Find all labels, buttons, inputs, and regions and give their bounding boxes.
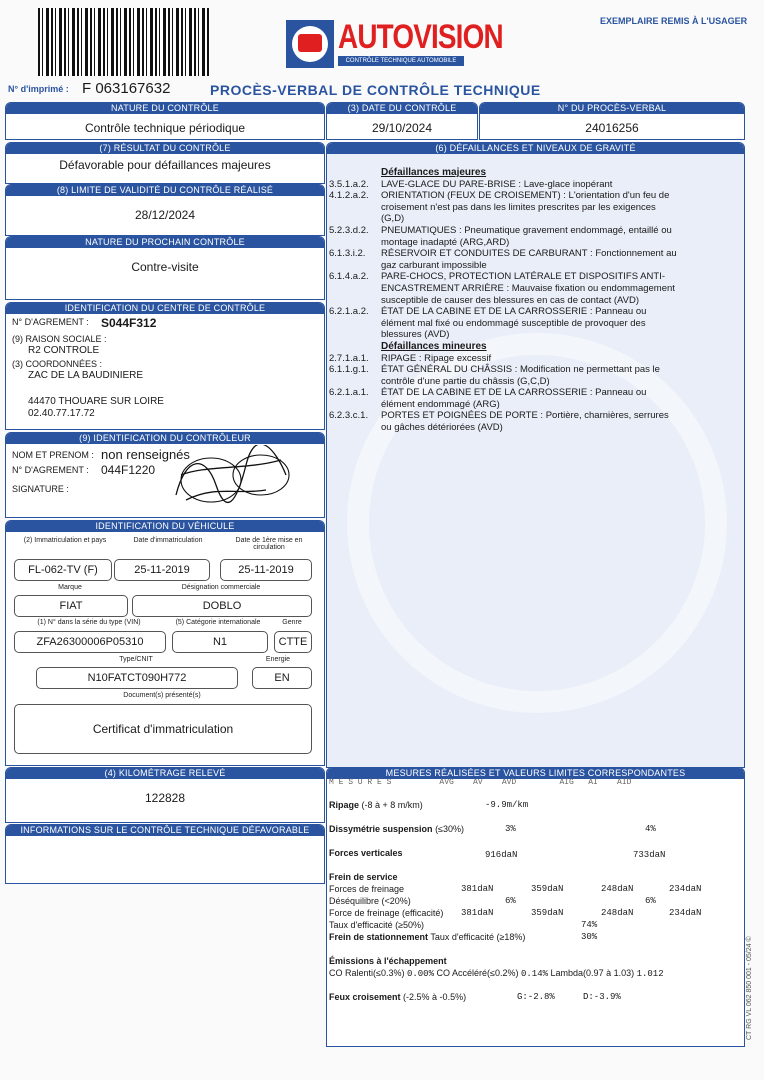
defect-text: PNEUMATIQUES : Pneumatique gravement endommagé, entaillé ou montage inadapté (ARG,ARD) — [381, 224, 672, 248]
defects-section-title: Défaillances mineures — [381, 340, 487, 352]
stat-limit: Taux d'efficacité (≥18%) — [430, 932, 526, 942]
defect-text: LAVE-GLACE DU PARE-BRISE : Lave-glace inopérant — [381, 178, 613, 190]
ff-label: Forces de freinage — [329, 884, 405, 894]
ff-avd: 359daN — [531, 884, 564, 894]
defect-item — [329, 306, 739, 341]
defect-item — [329, 353, 739, 365]
feux-label: Feux croisement — [329, 992, 401, 1002]
km-value: 122828 — [144, 791, 186, 805]
forces-av: 916daN — [485, 850, 518, 860]
center-rs-label: (9) RAISON SOCIALE : — [12, 334, 107, 344]
frein-title: Frein de service — [329, 872, 398, 882]
defect-code: 6.2.1.a.1. — [329, 387, 369, 399]
brand-sub: CONTRÔLE TECHNIQUE AUTOMOBILE — [338, 56, 464, 66]
result-header: (7) RÉSULTAT DU CONTRÔLE — [6, 143, 324, 154]
date-box — [326, 102, 478, 140]
vehicle-cat: N1 — [172, 631, 268, 653]
next-header: NATURE DU PROCHAIN CONTRÔLE — [6, 237, 324, 248]
stat-value: 30% — [581, 932, 598, 942]
center-header: IDENTIFICATION DU CENTRE DE CONTRÔLE — [6, 303, 324, 314]
vehicle-energie: EN — [252, 667, 312, 689]
vehicle-type-label: Type/CNIT — [119, 656, 153, 663]
pv-header: N° DU PROCÈS-VERBAL — [480, 103, 744, 114]
next-value: Contre-visite — [131, 260, 199, 274]
vehicle-docs: Certificat d'immatriculation — [14, 704, 312, 754]
co-ral: 0.00% — [406, 969, 434, 979]
km-box — [5, 767, 325, 823]
defect-text: ÉTAT GÉNÉRAL DU CHÂSSIS : Modification ne permettant pas le contrôle d'une partie du châssis (G,C,D) — [381, 364, 660, 387]
pv-box — [479, 102, 745, 140]
ripage-limit: (-8 à + 8 m/km) — [361, 800, 423, 810]
dissym-ar: 4% — [645, 824, 656, 834]
page-title: PROCÈS-VERBAL DE CONTRÔLE TECHNIQUE — [210, 82, 541, 98]
result-value: Défavorable pour défaillances majeures — [59, 158, 271, 172]
defect-item — [329, 271, 739, 306]
controller-agr-label: N° D'AGREMENT : — [12, 465, 89, 475]
vehicle-first: 25-11-2019 — [220, 559, 312, 581]
forces-ar: 733daN — [633, 850, 666, 860]
vehicle-design: DOBLO — [132, 595, 312, 617]
defect-item — [329, 190, 739, 225]
vehicle-date-label: Date d'immatriculation — [133, 537, 203, 544]
ff-avg: 381daN — [461, 884, 494, 894]
center-addr2: 44470 THOUARE SUR LOIRE — [28, 396, 164, 407]
nature-value: Contrôle technique périodique — [84, 121, 246, 135]
defect-code: 2.7.1.a.1. — [329, 352, 369, 364]
km-header: (4) KILOMÉTRAGE RELEVÉ — [6, 768, 324, 779]
controller-sig-label: SIGNATURE : — [12, 484, 69, 494]
measures-header: MESURES RÉALISÉES ET VALEURS LIMITES CORRESPONDANTES — [327, 768, 744, 779]
stat-row — [329, 932, 525, 942]
emis-row — [329, 968, 664, 979]
next-box — [5, 236, 325, 300]
measures-columns: M E S U R E S AVG AV AVD AIG AI AID — [329, 778, 632, 787]
ripage-label: Ripage — [329, 800, 360, 810]
vehicle-docs-label: Document(s) présenté(s) — [123, 692, 201, 699]
ff-aid: 234daN — [669, 884, 702, 894]
co-acc: 0.14% — [521, 969, 549, 979]
measures-box — [326, 767, 745, 1047]
brand-name: AUTOVISION — [338, 18, 503, 56]
vehicle-vin-label: (1) N° dans la série du type (VIN) — [37, 619, 141, 626]
feux-g: G:-2.8% — [517, 992, 555, 1002]
vehicle-date: 25-11-2019 — [114, 559, 210, 581]
ripage-value: -9.9m/km — [485, 800, 529, 810]
feux-d: D:-3.9% — [583, 992, 621, 1002]
defect-code: 6.2.1.a.2. — [329, 306, 369, 318]
stat-label: Frein de stationnement — [329, 932, 429, 942]
vehicle-genre: CTTE — [274, 631, 312, 653]
defects-header: (6) DÉFAILLANCES ET NIVEAUX DE GRAVITÉ — [327, 143, 744, 154]
vehicle-marque-label: Marque — [58, 584, 82, 591]
logo-emblem-icon — [286, 20, 334, 68]
validity-value: 28/12/2024 — [134, 208, 196, 222]
controller-agr: 044F1220 — [101, 463, 156, 477]
defect-code: 5.2.3.d.2. — [329, 224, 369, 236]
defect-text: PORTES ET POIGNÉES DE PORTE : Portière, charnières, serrures ou gâches détériorées (AVD) — [381, 410, 669, 434]
feux-limit: (-2.5% à -0.5%) — [403, 992, 467, 1002]
center-coord-label: (3) COORDONNÉES : — [12, 359, 103, 369]
dissym-row — [329, 824, 464, 834]
vehicle-cat-label: (5) Catégorie internationale — [175, 619, 261, 626]
center-rs: R2 CONTROLE — [28, 345, 100, 356]
dissym-limit: (≤30%) — [435, 824, 465, 834]
controller-name: non renseignés — [101, 447, 190, 462]
defect-code: 4.1.2.a.2. — [329, 190, 369, 202]
deseq-label: Déséquilibre (<20%) — [329, 896, 411, 906]
validity-box — [5, 184, 325, 236]
center-phone: 02.40.77.17.72 — [28, 408, 95, 419]
co-acc-label: CO Accéléré(≤0.2%) — [436, 968, 519, 978]
nature-box — [5, 102, 325, 140]
info-header: INFORMATIONS SUR LE CONTRÔLE TECHNIQUE DÉFAVORABLE — [6, 825, 324, 836]
defect-item — [329, 248, 739, 271]
validity-header: (8) LIMITE DE VALIDITÉ DU CONTRÔLE RÉALISÉ — [6, 185, 324, 196]
defect-item — [329, 364, 739, 387]
defect-code: 3.5.1.a.2. — [329, 178, 369, 190]
info-box — [5, 824, 325, 884]
center-addr1: ZAC DE LA BAUDINIERE — [28, 370, 144, 381]
vehicle-immat-label: (2) Immatriculation et pays — [23, 537, 107, 544]
ffe-aig: 248daN — [601, 908, 634, 918]
defect-item — [329, 179, 739, 191]
defect-item — [329, 387, 739, 410]
ffe-aid: 234daN — [669, 908, 702, 918]
printed-number: F 063167632 — [82, 80, 171, 97]
vehicle-vin: ZFA26300006P05310 — [14, 631, 166, 653]
vehicle-first-label: Date de 1ère mise en circulation — [235, 537, 303, 551]
defects-list — [329, 167, 739, 434]
defects-section-title: Défaillances majeures — [381, 167, 487, 178]
defect-text: RIPAGE : Ripage excessif — [381, 352, 492, 364]
center-agr: S044F312 — [101, 316, 157, 330]
result-box — [5, 142, 325, 184]
vehicle-immat: FL-062-TV (F) — [14, 559, 112, 581]
ripage-row — [329, 800, 423, 810]
ffe-avg: 381daN — [461, 908, 494, 918]
nature-header: NATURE DU CONTRÔLE — [6, 103, 324, 114]
vehicle-marque: FIAT — [14, 595, 128, 617]
taux-label: Taux d'efficacité (≥50%) — [329, 920, 425, 930]
center-box — [5, 302, 325, 430]
defect-item — [329, 225, 739, 248]
emis-title: Émissions à l'échappement — [329, 956, 447, 966]
vehicle-type: N10FATCT090H772 — [36, 667, 238, 689]
vehicle-design-label: Désignation commerciale — [181, 584, 261, 591]
defect-code: 6.1.1.g.1. — [329, 364, 369, 376]
ff-aig: 248daN — [601, 884, 634, 894]
defect-text: ORIENTATION (FEUX DE CROISEMENT) : L'orientation d'un feu de croisement n'est pas dans les limites prescrites par les exigences (G,D) — [381, 190, 670, 225]
copy-label: EXEMPLAIRE REMIS À L'USAGER — [600, 16, 748, 26]
vehicle-header: IDENTIFICATION DU VÉHICULE — [6, 521, 324, 532]
date-value: 29/10/2024 — [371, 121, 433, 135]
ffe-label: Force de freinage (efficacité) — [329, 908, 444, 918]
vehicle-genre-label: Genre — [282, 619, 302, 626]
controller-header: (9) IDENTIFICATION DU CONTRÔLEUR — [6, 433, 324, 444]
dissym-av: 3% — [505, 824, 516, 834]
dissym-label: Dissymétrie suspension — [329, 824, 433, 834]
ffe-avd: 359daN — [531, 908, 564, 918]
center-agr-label: N° D'AGREMENT : — [12, 317, 89, 327]
feux-row — [329, 992, 466, 1002]
defect-text: ÉTAT DE LA CABINE ET DE LA CARROSSERIE : Panneau ou élément mal fixé ou endommagé susceptible de provoquer des blessures (AVD) — [381, 306, 647, 341]
deseq-av: 6% — [505, 896, 516, 906]
signature-icon — [166, 445, 296, 507]
controller-box — [5, 432, 325, 518]
footer-code: CT RG VL 062 850 001 - 05/24 © — [746, 936, 753, 1040]
forces-label: Forces verticales — [329, 848, 403, 858]
defect-item — [329, 410, 739, 433]
defect-text: RÉSERVOIR ET CONDUITES DE CARBURANT : Fonctionnement au gaz carburant impossible — [381, 248, 677, 271]
pv-value: 24016256 — [585, 121, 639, 135]
printed-number-label: N° d'imprimé : — [8, 84, 69, 94]
vehicle-box — [5, 520, 325, 766]
date-header: (3) DATE DU CONTRÔLE — [327, 103, 477, 114]
defect-code: 6.1.3.i.2. — [329, 248, 366, 260]
autovision-logo — [286, 18, 503, 68]
controller-name-label: NOM ET PRENOM : — [12, 450, 94, 460]
lambda: 1.012 — [636, 969, 664, 979]
defect-code: 6.1.4.a.2. — [329, 271, 369, 283]
lambda-label: Lambda(0.97 à 1.03) — [550, 968, 635, 978]
defect-code: 6.2.3.c.1. — [329, 410, 369, 422]
vehicle-energie-label: Energie — [265, 656, 291, 663]
defect-text: ÉTAT DE LA CABINE ET DE LA CARROSSERIE : Panneau ou élément endommagé (ARG) — [381, 387, 647, 410]
taux-value: 74% — [581, 920, 598, 930]
defects-box — [326, 142, 745, 768]
co-ral-label: CO Ralenti(≤0.3%) — [329, 968, 405, 978]
deseq-ar: 6% — [645, 896, 656, 906]
barcode — [38, 8, 210, 76]
defect-text: PARE-CHOCS, PROTECTION LATÉRALE ET DISPOSITIFS ANTI-ENCASTREMENT ARRIÈRE : Mauvaise fixation ou endommagement susceptible de causer des blessures en cas de contact (AVD) — [381, 271, 675, 306]
